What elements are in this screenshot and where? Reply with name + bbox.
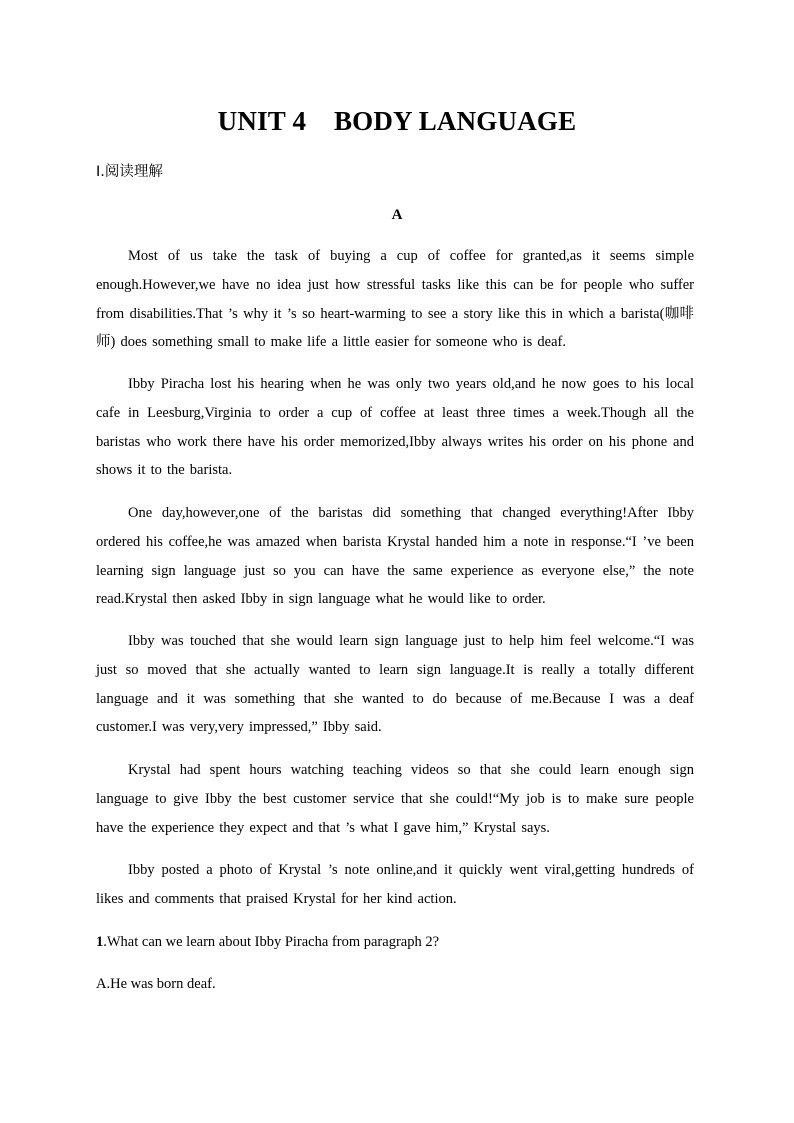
paragraph-3: One day,however,one of the baristas did something that changed everything!After Ibby ordered his coffee,he was amazed when barista Krystal handed him a note in response.“I ’ve been learning sign language just so you can have the same experience as everyone else,” the note read.Krystal then asked Ibby in sign language what he would like to order. [96, 505, 694, 608]
paragraph-6: Ibby posted a photo of Krystal ’s note online,and it quickly went viral,getting hundreds of likes and comments that praised Krystal for her kind action. [96, 862, 694, 907]
paragraph-2: Ibby Piracha lost his hearing when he was only two years old,and he now goes to his local cafe in Leesburg,Virginia to order a cup of coffee at least three times a week.Though all the baristas who work there have his order memorized,Ibby always writes his order on his phone and shows it to the barista. [96, 376, 694, 479]
page-title: UNIT 4 BODY LANGUAGE [217, 106, 577, 136]
passage-label: A [391, 207, 403, 223]
question-number: 1 [96, 934, 104, 950]
question-1 [96, 932, 439, 952]
paragraph-4: Ibby was touched that she would learn sign language just to help him feel welcome.“I was just so moved that she actually wanted to learn sign language.It is really a totally different language and it was something that she wanted to do because of me.Because I was a deaf customer.I was very,very impressed,” Ibby said. [96, 633, 694, 736]
paragraph-5: Krystal had spent hours watching teaching videos so that she could learn enough sign language to give Ibby the best customer service that she could!“My job is to make sure people have the experience they expect and that ’s what I gave him,” Krystal says. [96, 762, 694, 836]
paragraph-1: Most of us take the task of buying a cup of coffee for granted,as it seems simple enough.However,we have no idea just how stressful tasks like this can be for people who suffer from disabilities.That ’s why it ’s so heart-warming to see a story like this in which a barista(咖啡师) does something small to make life a little easier for someone who is deaf. [96, 248, 694, 351]
question-1-option-a: A.He was born deaf. [96, 976, 216, 992]
section-heading: Ⅰ.阅读理解 [96, 164, 163, 180]
question-text: .What can we learn about Ibby Piracha from paragraph 2? [103, 934, 440, 950]
